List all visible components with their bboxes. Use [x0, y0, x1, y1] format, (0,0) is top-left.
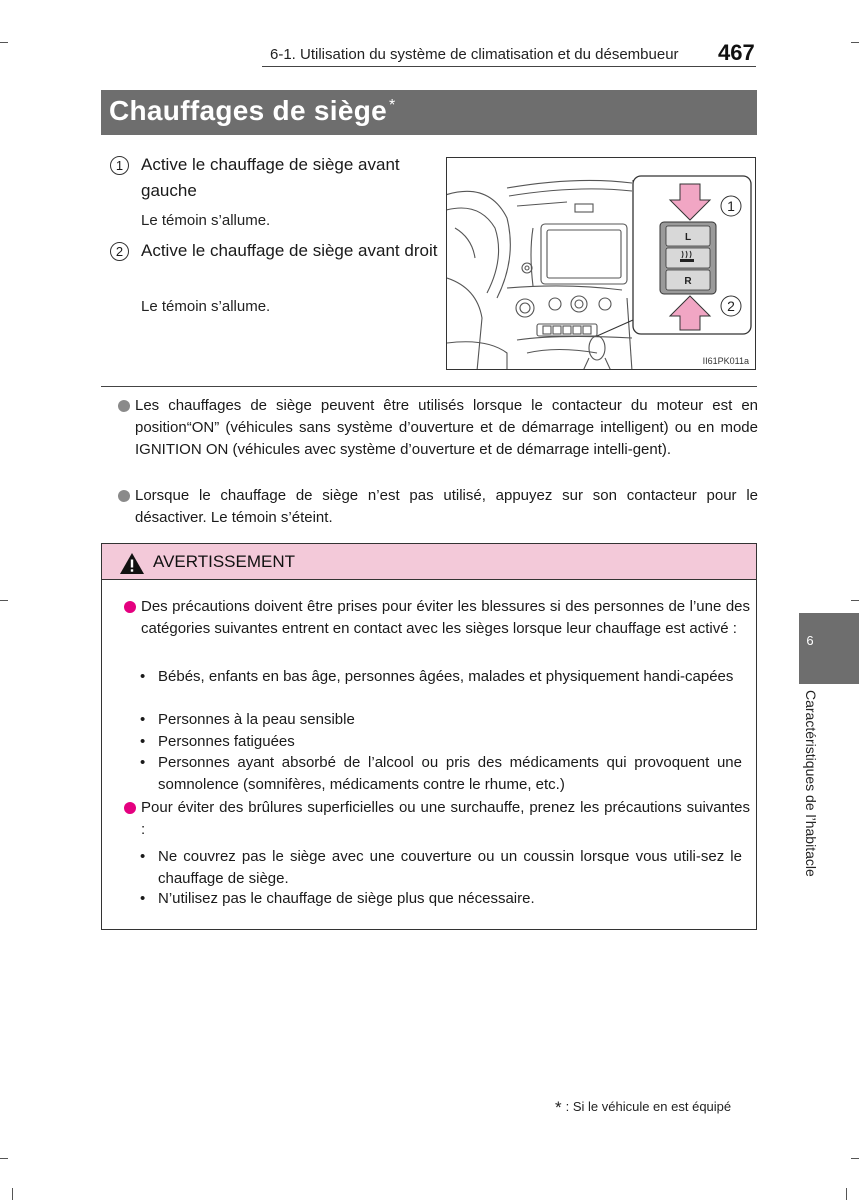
list-dot: •	[140, 754, 146, 771]
warning-list-text: Personnes à la peau sensible	[158, 711, 355, 728]
warning-bullet-text: Des précautions doivent être prises pour éviter les blessures si des personnes de l’une des catégories suivantes entrent en contact avec les sièges lorsque leur chauffage est activé :	[141, 598, 750, 637]
crop-mark	[0, 42, 8, 43]
warning-title: AVERTISSEMENT	[153, 552, 296, 571]
step-text: Active le chauffage de siège avant droit	[141, 241, 438, 260]
list-dot: •	[140, 890, 146, 907]
warning-bullet-text: Pour éviter des brûlures superficielles ou une surchauffe, prenez les précautions suivantes :	[141, 799, 750, 838]
warning-list-text: Ne couvrez pas le siège avec une couverture ou un coussin lorsque vous utili-sez le chauffage de siège.	[158, 848, 742, 887]
list-dot: •	[140, 733, 146, 750]
chapter-label: Caractéristiques de l’habitacle	[803, 690, 819, 877]
warning-list-item	[140, 731, 742, 753]
crop-mark	[0, 1158, 8, 1159]
page-number: 467	[718, 40, 755, 65]
warning-triangle-icon	[119, 552, 145, 575]
warning-list-item	[140, 888, 742, 910]
step-number: 2	[110, 242, 129, 261]
warning-list-item	[140, 846, 742, 889]
step-text: Active le chauffage de siège avant gauche	[141, 155, 400, 200]
crop-mark	[851, 600, 859, 601]
warning-list-item	[140, 666, 742, 688]
grey-bullet-icon	[118, 490, 130, 502]
callout-2-label: 2	[727, 298, 735, 314]
crop-mark	[851, 1158, 859, 1159]
warning-list-text: Bébés, enfants en bas âge, personnes âgées, malades et physiquement handi-capées	[158, 668, 734, 685]
warning-list-text: N’utilisez pas le chauffage de siège plus que nécessaire.	[158, 890, 535, 907]
header-divider	[262, 66, 756, 67]
list-dot: •	[140, 711, 146, 728]
step-item	[110, 238, 441, 264]
chapter-number: 6	[806, 633, 814, 648]
footnote	[555, 1096, 731, 1116]
note-text: Lorsque le chauffage de siège n’est pas utilisé, appuyez sur son contacteur pour le désactiver. Le témoin s’éteint.	[135, 487, 758, 526]
section-divider	[101, 386, 757, 387]
chapter-tab	[799, 613, 859, 684]
warning-list-text: Personnes fatiguées	[158, 733, 295, 750]
note-item	[118, 395, 758, 461]
warning-box	[101, 543, 757, 930]
step-item	[110, 152, 441, 204]
warning-bullet	[124, 797, 750, 840]
pink-bullet-icon	[124, 601, 136, 613]
header-section-title: 6-1. Utilisation du système de climatisation et du désembueur	[270, 46, 679, 63]
page-title-text: Chauffages de siège	[109, 95, 388, 126]
dashboard-drawing	[447, 158, 756, 370]
crop-mark	[851, 42, 859, 43]
footnote-asterisk: *	[555, 1098, 562, 1117]
list-dot: •	[140, 668, 146, 685]
crop-mark	[12, 1188, 13, 1200]
note-text: Les chauffages de siège peuvent être utilisés lorsque le contacteur du moteur est en position“ON” (véhicules sans système d’ouverture et de démarrage intelligent) ou en mode IGNITION ON (véhicules avec système d’ouverture et de démarrage intelli-gent).	[135, 397, 758, 458]
switch-right-label: R	[684, 276, 692, 287]
step-subtext: Le témoin s’allume.	[141, 298, 271, 315]
warning-list-item	[140, 709, 742, 731]
warning-list-text: Personnes ayant absorbé de l’alcool ou pris des médicaments qui provoquent une somnolence (somnifères, médicaments contre le rhume, etc.)	[158, 754, 742, 793]
crop-mark	[0, 600, 8, 601]
step-subtext: Le témoin s’allume.	[141, 212, 271, 229]
warning-list-item	[140, 752, 742, 795]
switch-left-label: L	[684, 232, 692, 243]
warning-bullet	[124, 596, 750, 639]
seat-heater-illustration	[446, 157, 756, 370]
step-number: 1	[110, 156, 129, 175]
warning-header	[102, 544, 756, 580]
grey-bullet-icon	[118, 400, 130, 412]
callout-1-label: 1	[727, 198, 735, 214]
footnote-text: : Si le véhicule en est équipé	[565, 1099, 732, 1114]
page-title	[109, 95, 396, 127]
pink-bullet-icon	[124, 802, 136, 814]
page-title-bar	[101, 90, 757, 135]
figure-code: II61PK011a	[702, 356, 749, 366]
note-item	[118, 485, 758, 529]
page-title-asterisk: *	[389, 97, 396, 114]
list-dot: •	[140, 848, 146, 865]
crop-mark	[846, 1188, 847, 1200]
